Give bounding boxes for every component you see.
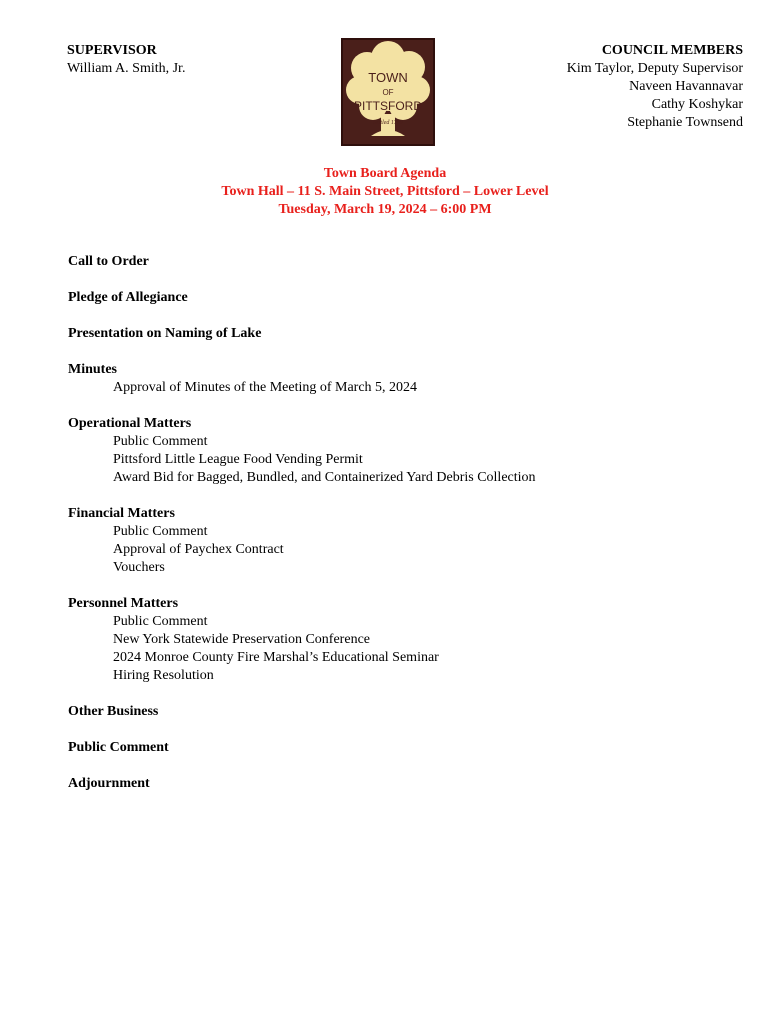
section-title: Personnel Matters	[68, 596, 179, 611]
council-member: Naveen Havannavar	[629, 79, 743, 94]
agenda-item: Approval of Paychex Contract	[113, 542, 284, 557]
agenda-section	[68, 325, 748, 343]
agenda-item: Hiring Resolution	[113, 668, 214, 683]
logo-line-of: OF	[382, 88, 394, 97]
agenda-item: Award Bid for Bagged, Bundled, and Containerized Yard Debris Collection	[113, 470, 536, 485]
agenda-section	[68, 289, 748, 307]
agenda-section	[68, 415, 748, 487]
section-title: Pledge of Allegiance	[68, 290, 188, 305]
section-title: Financial Matters	[68, 506, 175, 521]
logo-line-settled: Settled 1789	[373, 120, 403, 126]
supervisor-block	[67, 42, 185, 78]
agenda-item: Approval of Minutes of the Meeting of March 5, 2024	[113, 380, 418, 395]
agenda-item: 2024 Monroe County Fire Marshal’s Educational Seminar	[113, 650, 439, 665]
agenda-header	[0, 165, 770, 219]
agenda-section	[68, 253, 748, 271]
agenda-section	[68, 703, 748, 721]
tree-logo-icon	[343, 40, 433, 144]
agenda-title: Town Board Agenda	[323, 166, 447, 181]
section-title: Presentation on Naming of Lake	[68, 326, 262, 341]
section-title: Public Comment	[68, 740, 169, 755]
agenda-section	[68, 739, 748, 757]
agenda-section	[68, 595, 748, 685]
logo-line-town: TOWN	[368, 70, 408, 85]
logo-line-pittsford: PITTSFORD	[354, 99, 422, 113]
agenda-location: Town Hall – 11 S. Main Street, Pittsford – Lower Level	[221, 184, 549, 199]
agenda-section	[68, 505, 748, 577]
council-block	[567, 42, 743, 132]
council-title: COUNCIL MEMBERS	[601, 43, 743, 58]
council-member: Cathy Koshykar	[651, 97, 743, 112]
agenda-item: Public Comment	[113, 524, 208, 539]
agenda-item: New York Statewide Preservation Conference	[113, 632, 370, 647]
town-logo	[341, 38, 435, 146]
supervisor-title: SUPERVISOR	[67, 43, 157, 58]
supervisor-name: William A. Smith, Jr.	[67, 61, 186, 76]
agenda-item: Public Comment	[113, 614, 208, 629]
agenda-section	[68, 775, 748, 793]
section-title: Operational Matters	[68, 416, 192, 431]
section-title: Call to Order	[68, 254, 149, 269]
council-member: Stephanie Townsend	[627, 115, 743, 130]
agenda-item: Vouchers	[113, 560, 165, 575]
agenda-item: Pittsford Little League Food Vending Permit	[113, 452, 363, 467]
section-title: Other Business	[68, 704, 159, 719]
agenda-date: Tuesday, March 19, 2024 – 6:00 PM	[278, 202, 492, 217]
section-title: Adjournment	[68, 776, 150, 791]
council-member: Kim Taylor, Deputy Supervisor	[566, 61, 743, 76]
section-title: Minutes	[68, 362, 117, 377]
agenda-list	[68, 253, 748, 811]
agenda-section	[68, 361, 748, 397]
agenda-item: Public Comment	[113, 434, 208, 449]
